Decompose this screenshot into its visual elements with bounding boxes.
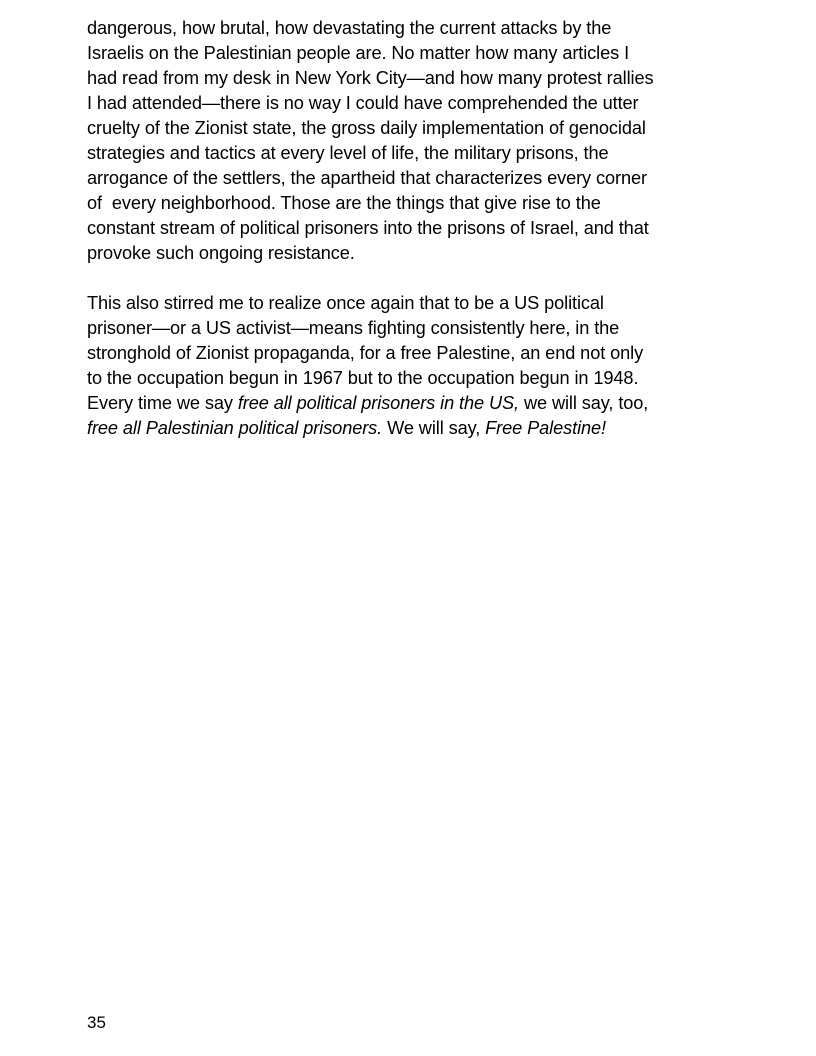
paragraph-line: Israelis on the Palestinian people are. No matter how many articles I [87, 43, 630, 63]
paragraph-line: of every neighborhood. Those are the things that give rise to the [87, 193, 601, 213]
paragraph-line [87, 391, 727, 416]
paragraph-line: to the occupation begun in 1967 but to the occupation begun in 1948. [87, 368, 639, 388]
document-page [87, 16, 727, 441]
paragraph-line: arrogance of the settlers, the apartheid that characterizes every corner [87, 168, 647, 188]
plain-text: Every time we say [87, 393, 238, 413]
plain-text: we will say, too, [519, 393, 649, 413]
paragraph-line: dangerous, how brutal, how devastating the current attacks by the [87, 18, 612, 38]
page-number: 35 [87, 1013, 106, 1032]
paragraph-line: cruelty of the Zionist state, the gross daily implementation of genocidal [87, 118, 646, 138]
paragraph-line: strategies and tactics at every level of life, the military prisons, the [87, 143, 609, 163]
italic-text: Free Palestine! [485, 418, 606, 438]
paragraph-line: constant stream of political prisoners into the prisons of Israel, and that [87, 218, 649, 238]
paragraph-line [87, 416, 727, 441]
paragraph-line: stronghold of Zionist propaganda, for a free Palestine, an end not only [87, 343, 644, 363]
paragraph-line: This also stirred me to realize once again that to be a US political [87, 293, 604, 313]
paragraph-line: provoke such ongoing resistance. [87, 243, 355, 263]
paragraph-2 [87, 291, 727, 441]
paragraph-line: had read from my desk in New York City—and how many protest rallies [87, 68, 654, 88]
paragraph-line: I had attended—there is no way I could have comprehended the utter [87, 93, 639, 113]
italic-text: free all political prisoners in the US, [237, 393, 519, 413]
paragraph-line: prisoner—or a US activist—means fighting consistently here, in the [87, 318, 620, 338]
italic-text: free all Palestinian political prisoners. [87, 418, 383, 438]
plain-text: We will say, [382, 418, 486, 438]
paragraph-1 [87, 16, 727, 266]
